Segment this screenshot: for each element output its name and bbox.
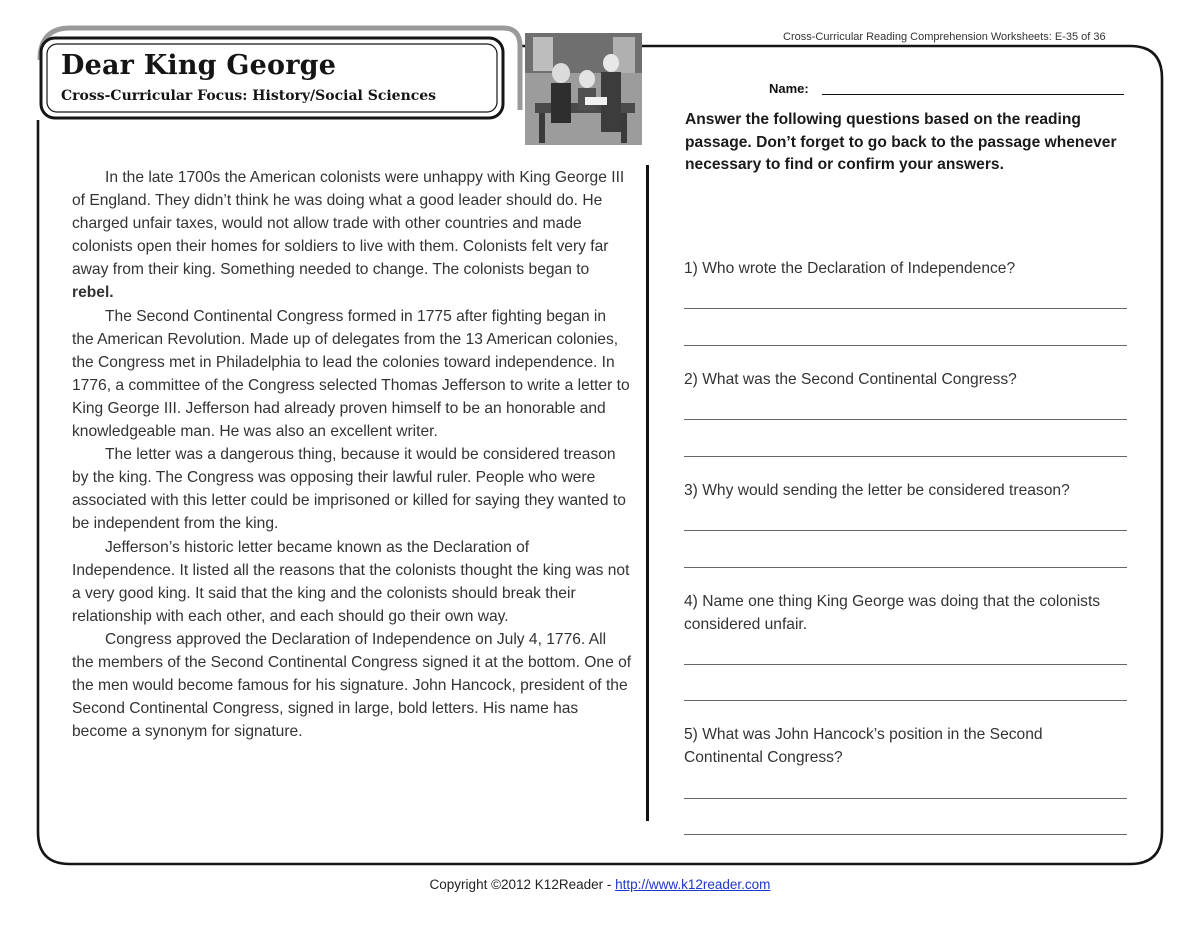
question-4: 4) Name one thing King George was doing that the colonists considered unfair. bbox=[684, 593, 1101, 633]
answer-line[interactable] bbox=[684, 567, 1127, 568]
question-2: 2) What was the Second Continental Congress? bbox=[684, 371, 1017, 388]
passage-paragraph: Jefferson’s historic letter became known as the Declaration of Independence. It listed all the reasons that the colonists thought the king was not a very good king. It said that the king and the colonists should break their relationship with each other, and each should go their own way. bbox=[72, 538, 630, 625]
worksheet-subtitle: Cross-Curricular Focus: History/Social Sciences bbox=[61, 88, 437, 104]
founding-fathers-illustration bbox=[525, 33, 642, 145]
answer-line[interactable] bbox=[684, 419, 1127, 420]
question-5: 5) What was John Hancock’s position in the Second Continental Congress? bbox=[684, 726, 1043, 766]
instructions: Answer the following questions based on the reading passage. Don’t forget to go back to the passage whenever necessary to find or confirm your answers. bbox=[685, 111, 1117, 173]
website-link[interactable]: http://www.k12reader.com bbox=[615, 877, 771, 892]
answer-line[interactable] bbox=[684, 700, 1127, 701]
bold-vocabulary-word: rebel. bbox=[72, 284, 114, 302]
answer-line[interactable] bbox=[684, 664, 1127, 665]
answer-line[interactable] bbox=[684, 798, 1127, 799]
copyright-text: Copyright ©2012 K12Reader - bbox=[429, 877, 616, 892]
answer-line[interactable] bbox=[684, 345, 1127, 346]
worksheet-title: Dear King George bbox=[61, 50, 337, 81]
worksheet-reference: Cross-Curricular Reading Comprehension Worksheets: E-35 of 36 bbox=[783, 31, 1106, 43]
passage-paragraph: The Second Continental Congress formed in 1775 after fighting began in the American Revolution. Made up of delegates from the 13 American colonies, the Congress met in Philadelphia to lead the colonies toward independence. In 1776, a committee of the Congress selected Thomas Jefferson to write a letter to King George III. Jefferson had already proven himself to be an honorable and knowledgeable man. He was also an excellent writer. bbox=[72, 307, 630, 441]
name-label: Name: bbox=[769, 81, 809, 96]
passage-text: In the late 1700s the American colonists were unhappy with King George III of England. They didn’t think he was doing what a good leader should do. He charged unfair taxes, would not allow trade with other countries and made colonists open their homes for soldiers to live with them. Colonists felt very far away from their king. Something needed to change. The colonists began to bbox=[72, 169, 625, 279]
question-1: 1) Who wrote the Declaration of Independence? bbox=[684, 260, 1016, 277]
answer-line[interactable] bbox=[684, 308, 1127, 309]
passage-paragraph: The letter was a dangerous thing, because it would be considered treason by the king. The Congress was opposing their lawful ruler. People who were associated with this letter could be imprisoned or killed for saying they wanted to be independent from the king. bbox=[72, 446, 626, 533]
name-field[interactable] bbox=[822, 94, 1124, 95]
question-3: 3) Why would sending the letter be considered treason? bbox=[684, 482, 1070, 499]
answer-line[interactable] bbox=[684, 834, 1127, 835]
passage-paragraph: Congress approved the Declaration of Independence on July 4, 1776. All the members of the Second Continental Congress signed it at the bottom. One of the men would become famous for his signature. John Hancock, president of the Second Continental Congress, signed in large, bold letters. His name has become a synonym for signature. bbox=[72, 630, 632, 741]
footer bbox=[0, 877, 1200, 892]
answer-line[interactable] bbox=[684, 530, 1127, 531]
reading-passage bbox=[72, 166, 632, 743]
passage-paragraph bbox=[72, 166, 632, 305]
answer-line[interactable] bbox=[684, 456, 1127, 457]
column-divider bbox=[646, 165, 649, 821]
